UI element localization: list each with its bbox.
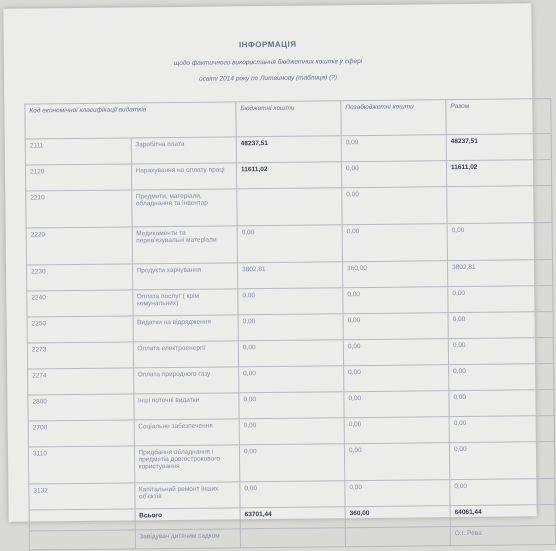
document-title: ІНФОРМАЦІЯ <box>238 39 297 50</box>
cell-total: 0,00 <box>450 479 555 506</box>
cell-code: 2230 <box>27 264 133 291</box>
document-subtitle: щодо фактичного використання бюджетних коштів у сфері <box>173 58 363 67</box>
cell-budget: 0,00 <box>239 418 344 445</box>
document-subtitle-2: освіті 2014 року по Литвинову (таблиця) (?) <box>199 74 338 83</box>
cell-name: Предмети, матеріали, обладнання та інвентар <box>131 189 237 227</box>
cell-extra: 0,00 <box>342 187 447 225</box>
col-header-budget: Бюджетні кошти <box>236 101 341 137</box>
cell-extra: 0,00 <box>341 135 446 162</box>
cell-extra: 0,00 <box>343 287 448 314</box>
cell-extra: 0,00 <box>342 224 447 262</box>
cell-name: Оплата природного газу <box>133 367 239 394</box>
cell-extra: 0,00 <box>344 365 449 392</box>
col-header-code: Код економічної класифікації видатків <box>25 102 236 139</box>
total-sum: 64061,44 <box>450 505 555 527</box>
director-label: Завідувач дитячим садком <box>135 529 241 549</box>
document-sheet <box>3 3 536 541</box>
table-body <box>25 134 555 550</box>
table-header-row <box>25 99 551 140</box>
cell-code: 2250 <box>27 316 133 343</box>
cell-code: 2210 <box>26 190 132 228</box>
cell-extra: 0,00 <box>341 161 446 188</box>
cell-budget: 0,00 <box>238 314 343 341</box>
table-row <box>28 442 554 485</box>
expense-table <box>24 98 556 550</box>
cell-empty <box>345 527 450 547</box>
cell-budget: 0,00 <box>237 225 342 263</box>
cell-code: 2273 <box>27 342 133 369</box>
cell-budget <box>237 188 342 226</box>
director-signature: О.І. Рева <box>450 526 555 546</box>
cell-budget: 48237,51 <box>236 136 341 163</box>
cell-budget: 0,00 <box>239 366 344 393</box>
cell-total: 0,00 <box>449 416 554 443</box>
cell-code: 2240 <box>27 290 133 317</box>
cell-total <box>447 186 552 224</box>
cell-code: 3132 <box>29 483 135 510</box>
table-row <box>26 186 552 229</box>
cell-budget: 3802,81 <box>238 262 343 289</box>
cell-budget: 0,00 <box>239 392 344 419</box>
cell-total: 0,00 <box>449 390 554 417</box>
cell-extra: 0,00 <box>344 417 449 444</box>
cell-name: Оплата електроенергії <box>133 341 239 368</box>
cell-name: Капітальний ремонт інших об'єктів <box>134 482 240 509</box>
cell-extra: 0,00 <box>343 339 448 366</box>
cell-total: 3802,81 <box>447 260 552 287</box>
cell-name: Придбання обладнання і предметів довгострокового користування <box>134 445 240 483</box>
total-extra: 360,00 <box>345 506 450 528</box>
table-row <box>26 223 552 266</box>
cell-extra: 0,00 <box>344 443 449 481</box>
cell-total: 0,00 <box>449 364 554 391</box>
cell-budget: 0,00 <box>238 340 343 367</box>
cell-code: 2274 <box>28 368 134 395</box>
col-header-total: Разом <box>446 99 551 135</box>
cell-name: Інші поточні видатки <box>133 393 239 420</box>
col-header-extra: Позабюджетні кошти <box>341 100 446 136</box>
cell-extra: 360,00 <box>342 261 447 288</box>
cell-name: Соціальне забезпечення <box>134 419 240 446</box>
cell-extra: 0,00 <box>344 391 449 418</box>
table-footer-row <box>29 526 555 551</box>
cell-total: 0,00 <box>449 442 554 480</box>
cell-name: Оплата послуг ( крім комунальних) <box>132 289 238 316</box>
cell-code <box>29 530 135 550</box>
cell-name: Видатки на відрядження <box>133 315 239 342</box>
cell-extra: 0,00 <box>345 480 450 507</box>
cell-code: 2220 <box>26 227 132 265</box>
cell-total: 48237,51 <box>446 134 551 161</box>
cell-code: 2111 <box>25 138 131 165</box>
cell-extra: 0,00 <box>343 313 448 340</box>
cell-code: 2700 <box>28 420 134 447</box>
cell-empty <box>240 528 345 548</box>
cell-budget: 0,00 <box>239 444 344 482</box>
cell-code: 2800 <box>28 394 134 421</box>
cell-name: Медикаменти та перев'язувальні матеріали <box>132 226 238 264</box>
cell-budget: 0,00 <box>238 288 343 315</box>
cell-code <box>29 509 135 531</box>
cell-code: 2120 <box>25 164 131 191</box>
cell-budget: 0,00 <box>240 481 345 508</box>
cell-name: Нарахування на оплату праці <box>131 163 237 190</box>
cell-name: Заробітна плата <box>131 137 237 164</box>
cell-total: 0,00 <box>448 338 553 365</box>
cell-budget: 11611,02 <box>236 162 341 189</box>
document-header <box>4 37 532 85</box>
cell-total: 0,00 <box>448 312 553 339</box>
cell-code: 3110 <box>28 446 134 484</box>
cell-name: Продукти харчування <box>132 263 238 290</box>
total-label: Всього <box>135 508 241 530</box>
cell-total: 11611,02 <box>446 160 551 187</box>
total-budget: 63701,44 <box>240 507 345 529</box>
cell-total: 0,00 <box>448 286 553 313</box>
cell-total: 0,00 <box>447 223 552 261</box>
